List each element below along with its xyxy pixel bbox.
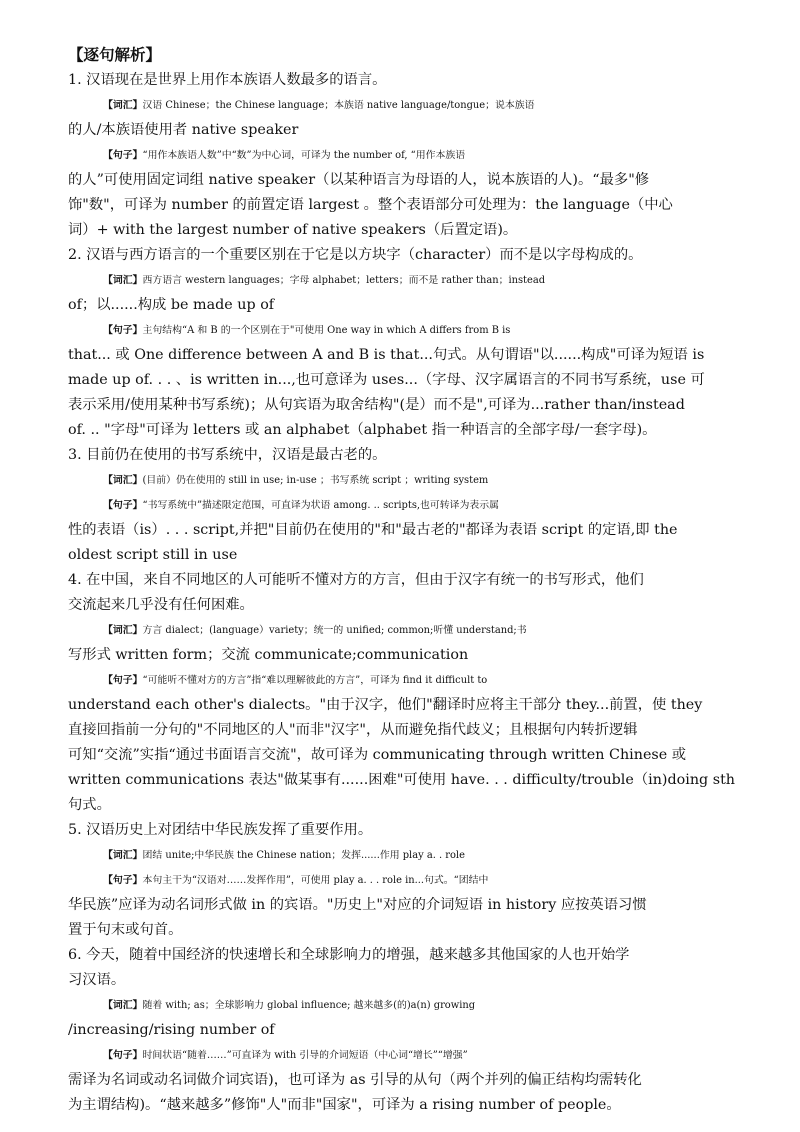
sentence-analysis-line <box>68 418 732 443</box>
sentence-analysis-text: understand each other's dialects。"由于汉字，他们"翻译时应将主干部分 they...前置，使 they <box>68 697 703 713</box>
vocabulary-line <box>68 268 732 293</box>
sentence-analysis-text: 的人”可使用固定词组 native speaker（以某种语言为母语的人，说本族语的人)。“最多"修 <box>68 172 650 188</box>
vocabulary-label: 【词汇】 <box>103 100 143 111</box>
sentence-analysis-line <box>68 218 732 243</box>
sentence-analysis-line <box>68 193 732 218</box>
sentence-analysis-line <box>68 793 732 818</box>
sentence-analysis-text: “书写系统中”描述限定范围，可直译为状语 among. .. scripts,也可转译为表示属 <box>142 500 500 511</box>
vocabulary-text: (目前）仍在使用的 still in use; in-use ；书写系统 script ；writing system <box>142 475 489 486</box>
sentence-analysis-text: 表示采用/使用某种书写系统)；从句宾语为取舍结构"(是）而不是",可译为...rather than/instead <box>68 397 685 413</box>
sentence-analysis-text: 时间状语“随着……”可直译为 with 引导的介词短语（中心词“增长”“增强” <box>142 1050 468 1061</box>
sentence-analysis-line <box>68 1093 732 1118</box>
sentence-analysis-text: oldest script still in use <box>68 547 238 563</box>
vocabulary-line <box>68 643 732 668</box>
vocabulary-line <box>68 993 732 1018</box>
sentence-analysis-text: “用作本族语人数”中“数”为中心词，可译为 the number of, “用作本族语 <box>142 150 466 161</box>
section-heading: 【逐句解析】 <box>68 45 162 64</box>
vocabulary-text: 团结 unite;中华民族 the Chinese nation；发挥......作用 play a. . role <box>142 850 465 861</box>
vocabulary-line <box>68 118 732 143</box>
sentence-item <box>68 818 732 943</box>
sentence-analysis-line <box>68 393 732 418</box>
sentence-analysis-line <box>68 1043 732 1068</box>
sentence-item <box>68 443 732 568</box>
sentence-analysis-text: 主句结构“A 和 B 的一个区别在于"可使用 One way in which A differs from B is <box>142 325 511 336</box>
sentence-analysis-line <box>68 318 732 343</box>
sentence-analysis-text: 直接回指前一分句的"不同地区的人"而非"汉字"，从而避免指代歧义；且根据句内转折逻辑 <box>68 722 638 738</box>
sentence-analysis-text: 可知“交流”实指“通过书面语言交流"，故可译为 communicating through written Chinese 或 <box>68 747 687 763</box>
source-sentence-line: 交流起来几乎没有任何困难。 <box>68 597 254 613</box>
source-sentence-line: 4. 在中国，来自不同地区的人可能听不懂对方的方言，但由于汉字有统一的书写形式，他们 <box>68 572 644 588</box>
sentence-analysis-line <box>68 718 732 743</box>
sentence-analysis-text: 为主谓结构)。“越来越多”修饰"人"而非"国家"，可译为 a rising number of people。 <box>68 1097 621 1113</box>
vocabulary-text: 西方语言 western languages；字母 alphabet；letters；而不是 rather than；instead <box>142 275 546 286</box>
sentence-analysis-text: 置于句末或句首。 <box>68 922 183 938</box>
sentence-analysis-line <box>68 168 732 193</box>
vocabulary-text: 写形式 written form；交流 communicate;communication <box>68 647 469 663</box>
source-sentence-line: 6. 今天，随着中国经济的快速增长和全球影响力的增强，越来越多其他国家的人也开始学 <box>68 947 630 963</box>
sentence-analysis-text: made up of. . . 、is written in...,也可意译为 uses...（字母、汉字属语言的不同书写系统，use 可 <box>68 372 705 388</box>
sentence-analysis-text: “可能听不懂对方的方言”指“难以理解彼此的方言”，可译为 find it difficult to <box>142 675 488 686</box>
sentence-analysis-line <box>68 743 732 768</box>
source-sentence-line: 3. 目前仍在使用的书写系统中，汉语是最古老的。 <box>68 447 387 463</box>
sentence-analysis-text: that... 或 One difference between A and B is that...句式。从句谓语"以......构成"可译为短语 is <box>68 347 705 363</box>
sentence-analysis-line <box>68 518 732 543</box>
vocabulary-text: 随着 with; as；全球影响力 global influence; 越来越多(的)a(n) growing <box>142 1000 476 1011</box>
sentence-analysis-label: 【句子】 <box>103 325 143 336</box>
sentence-analysis-line <box>68 918 732 943</box>
sentence-item <box>68 243 732 443</box>
vocabulary-text: 方言 dialect；(language）variety；统一的 unified; common;听懂 understand;书 <box>142 625 527 636</box>
vocabulary-text: 汉语 Chinese；the Chinese language；本族语 native language/tongue；说本族语 <box>142 100 535 111</box>
vocabulary-line <box>68 468 732 493</box>
sentence-analysis-text: 句式。 <box>68 797 111 813</box>
sentence-analysis-label: 【句子】 <box>103 875 143 886</box>
sentence-analysis-label: 【句子】 <box>103 1050 143 1061</box>
sentence-analysis-line <box>68 493 732 518</box>
vocabulary-line <box>68 1018 732 1043</box>
sentence-analysis-line <box>68 543 732 568</box>
sentence-analysis-text: of. .. "字母"可译为 letters 或 an alphabet（alphabet 指一种语言的全部字母/一套字母)。 <box>68 422 657 438</box>
vocabulary-label: 【词汇】 <box>103 275 143 286</box>
sentence-analysis-text: 需译为名词或动名词做介词宾语)，也可译为 as 引导的从句（两个并列的偏正结构均需转化 <box>68 1072 642 1088</box>
sentence-analysis-text: written communications 表达"做某事有......困难"可使用 have. . . difficulty/trouble（in)doing sth <box>68 772 736 788</box>
vocabulary-line <box>68 293 732 318</box>
vocabulary-label: 【词汇】 <box>103 850 143 861</box>
vocabulary-label: 【词汇】 <box>103 625 143 636</box>
sentence-analysis-line <box>68 1068 732 1093</box>
vocabulary-line <box>68 618 732 643</box>
source-sentence-line: 5. 汉语历史上对团结中华民族发挥了重要作用。 <box>68 822 373 838</box>
sentence-analysis-text: 性的表语（is）. . . script,并把"目前仍在使用的"和"最古老的"都译为表语 script 的定语,即 the <box>68 522 678 538</box>
sentence-analysis-label: 【句子】 <box>103 675 143 686</box>
source-sentence-line: 2. 汉语与西方语言的一个重要区别在于它是以方块字（character）而不是以字母构成的。 <box>68 247 643 263</box>
sentence-analysis-line <box>68 668 732 693</box>
source-sentence-line: 1. 汉语现在是世界上用作本族语人数最多的语言。 <box>68 72 387 88</box>
sentence-analysis-line <box>68 693 732 718</box>
vocabulary-label: 【词汇】 <box>103 1000 143 1011</box>
sentence-item <box>68 568 736 818</box>
vocabulary-line <box>68 843 732 868</box>
sentence-analysis-list <box>68 68 736 1118</box>
sentence-analysis-line <box>68 893 732 918</box>
sentence-item <box>68 943 732 1118</box>
vocabulary-text: 的人/本族语使用者 native speaker <box>68 122 299 138</box>
sentence-analysis-text: 饰"数"，可译为 number 的前置定语 largest 。整个表语部分可处理为：the language（中心 <box>68 197 673 213</box>
sentence-analysis-label: 【句子】 <box>103 150 143 161</box>
sentence-analysis-text: 华民族”应译为动名词形式做 in 的宾语。"历史上"对应的介词短语 in history 应按英语习惯 <box>68 897 647 913</box>
sentence-analysis-line <box>68 368 732 393</box>
vocabulary-line <box>68 93 732 118</box>
vocabulary-text: of；以......构成 be made up of <box>68 297 275 313</box>
vocabulary-label: 【词汇】 <box>103 475 143 486</box>
sentence-analysis-line <box>68 143 732 168</box>
source-sentence-line: 习汉语。 <box>68 972 126 988</box>
sentence-analysis-label: 【句子】 <box>103 500 143 511</box>
vocabulary-text: /increasing/rising number of <box>68 1022 275 1038</box>
sentence-analysis-text: 本句主干为“汉语对……发挥作用”，可使用 play a. . . role in...句式。“团结中 <box>142 875 489 886</box>
sentence-item <box>68 68 732 243</box>
sentence-analysis-line <box>68 343 732 368</box>
sentence-analysis-line <box>68 768 736 793</box>
sentence-analysis-text: 词）+ with the largest number of native speakers（后置定语)。 <box>68 222 518 238</box>
sentence-analysis-line <box>68 868 732 893</box>
